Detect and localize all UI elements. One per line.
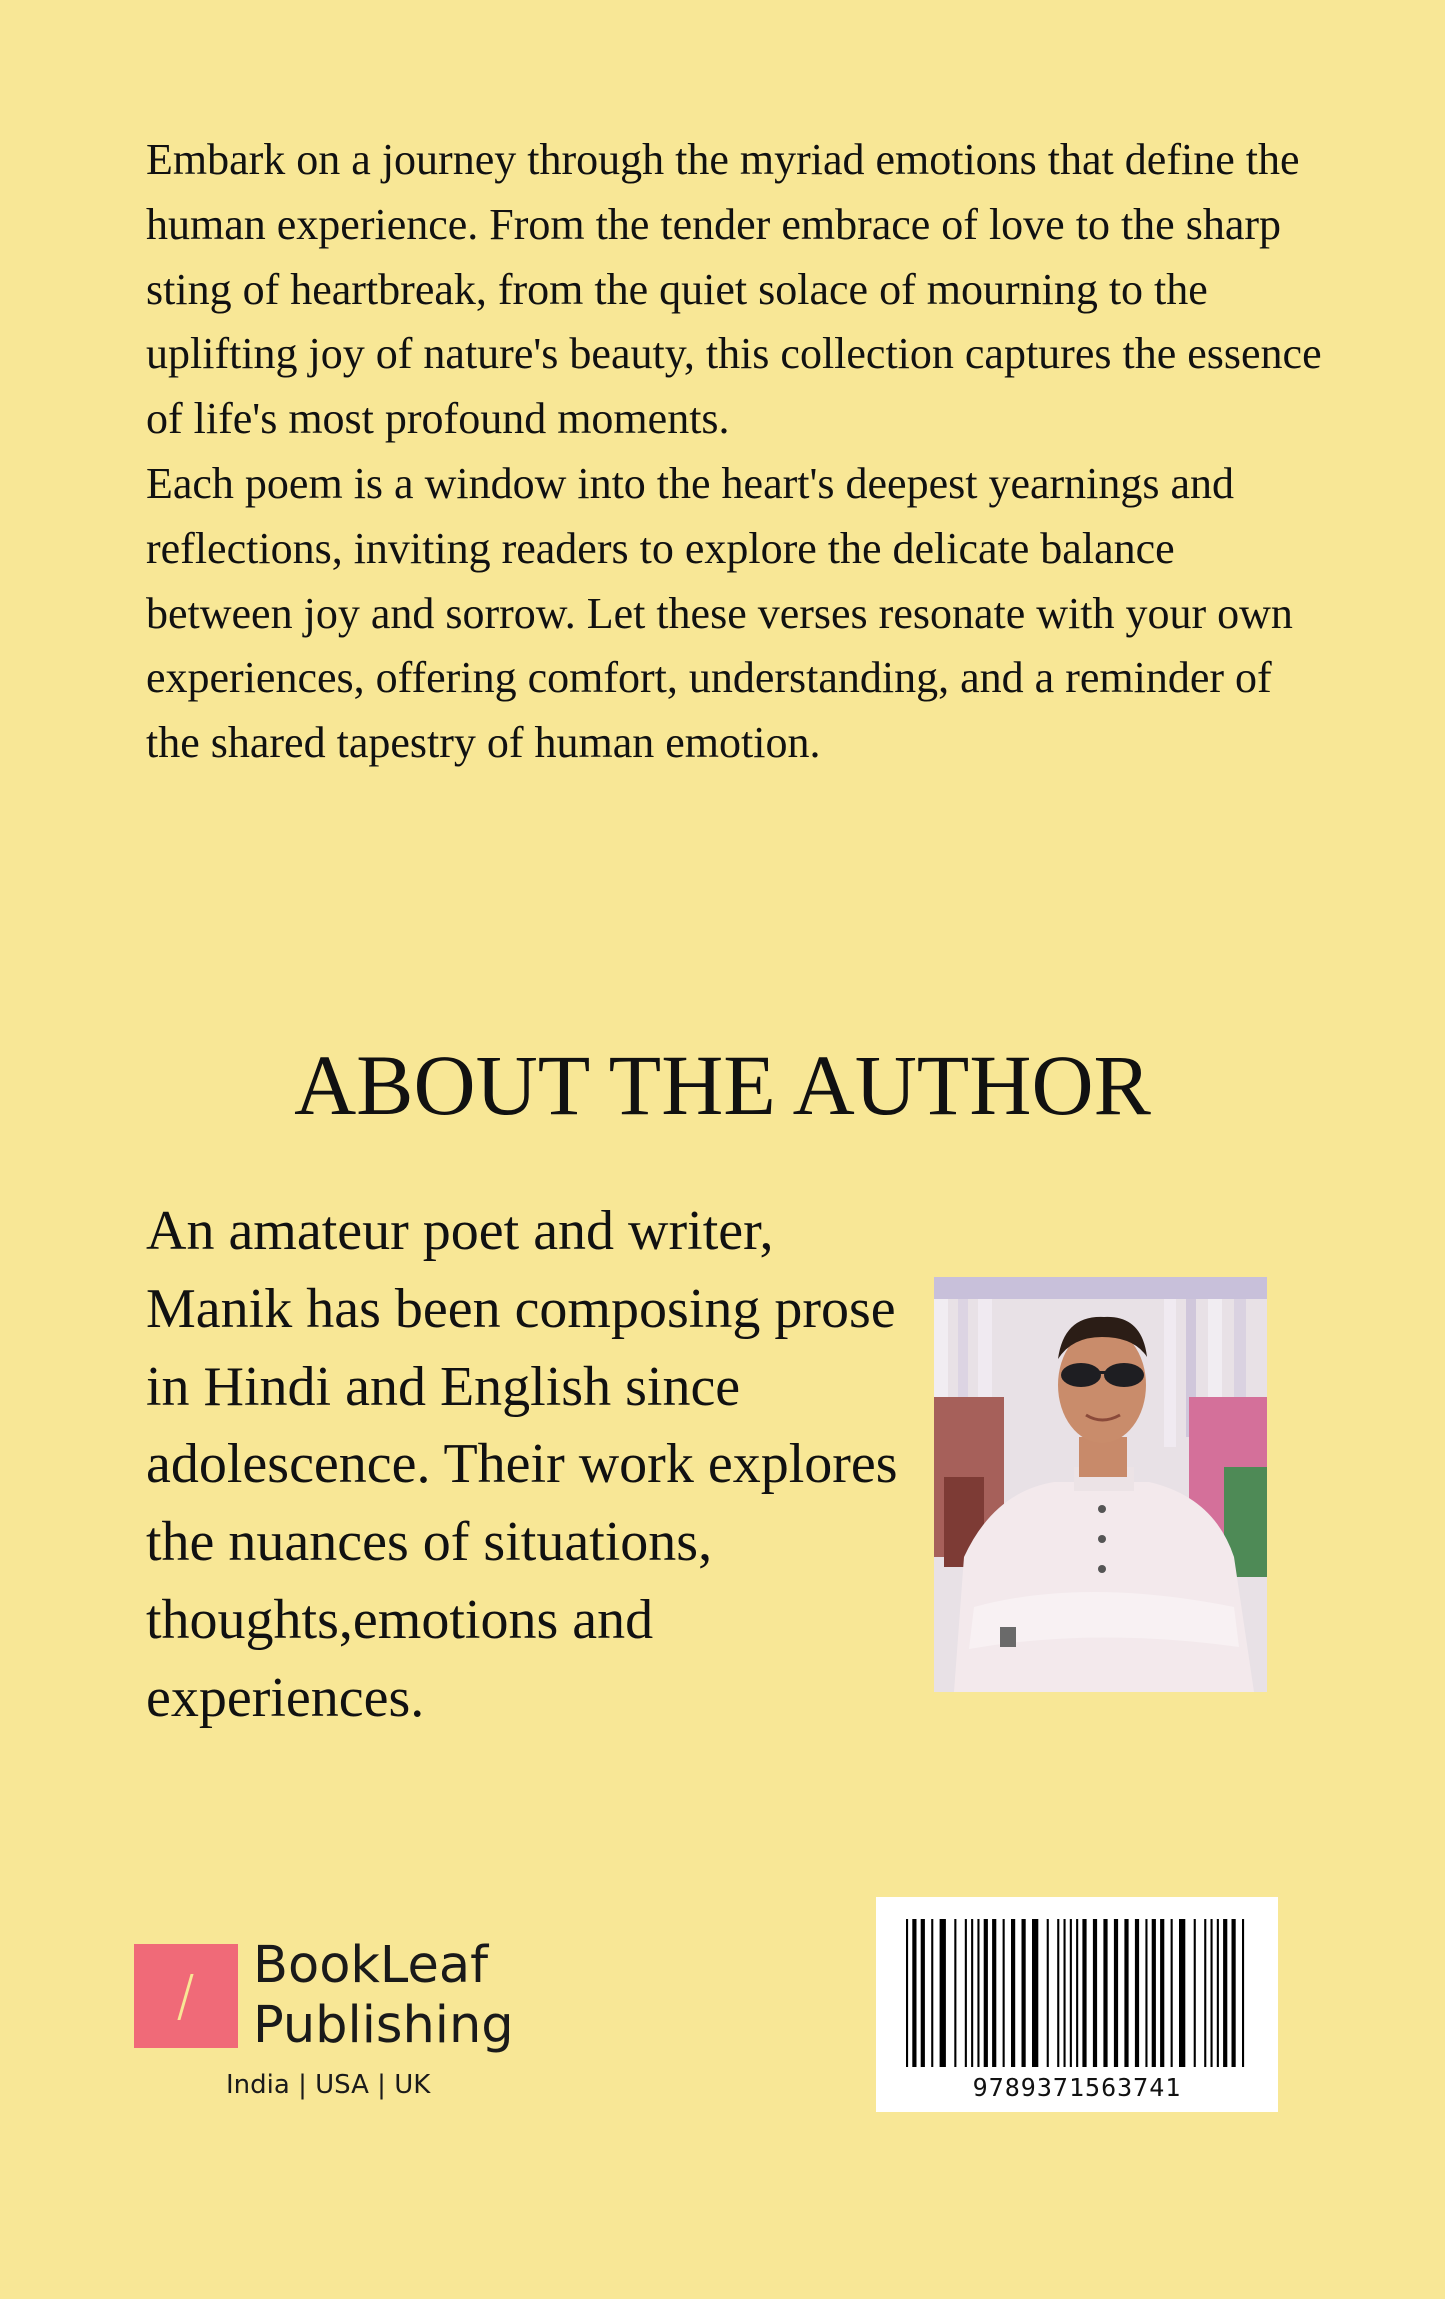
barcode-bar [1223, 1919, 1227, 2067]
barcode-bar [1145, 1919, 1147, 2067]
barcode-bar [1047, 1919, 1049, 2067]
barcode-bar [984, 1919, 988, 2067]
barcode-bar [965, 1919, 967, 2067]
barcode-bar [1057, 1919, 1059, 2067]
publisher-name [253, 1936, 514, 2056]
barcode-bar [906, 1919, 908, 2067]
barcode-bar [1160, 1919, 1164, 2067]
barcode-bar [1135, 1919, 1139, 2067]
barcode-bar [921, 1919, 925, 2067]
barcode-bar [977, 1919, 979, 2067]
barcode-bar [1242, 1919, 1244, 2067]
barcode-bar [1103, 1919, 1107, 2067]
barcode-bar [1022, 1919, 1026, 2067]
publisher-logo [134, 1936, 534, 2114]
barcode-bar [1171, 1919, 1173, 2067]
about-author-heading: ABOUT THE AUTHOR [294, 1037, 1151, 1133]
barcode-bar [1082, 1919, 1086, 2067]
barcode-bars [904, 1919, 1250, 2067]
publisher-name-line-2: Publishing [253, 1996, 514, 2055]
author-bio: An amateur poet and writer, Manik has been composing prose in Hindi and English since adolescence. Their work explores the nuances of situations, thoughts,emotions and experiences. [146, 1200, 898, 1729]
barcode-bar [1204, 1919, 1206, 2067]
barcode-bar [1194, 1919, 1196, 2067]
barcode-bar [1179, 1919, 1185, 2067]
blurb-paragraph-2: Each poem is a window into the heart's deepest yearnings and reflections, inviting readers to explore the delicate balance between joy and sorrow. Let these verses resonate with your own experiences, offering comfort, understanding, and a reminder of the shared tapestry of human emotion. [146, 458, 1293, 768]
barcode-bar [1032, 1919, 1038, 2067]
isbn-barcode [876, 1897, 1278, 2112]
barcode-bar [1114, 1919, 1118, 2067]
publisher-mark-icon [134, 1944, 238, 2048]
barcode-bar [1076, 1919, 1078, 2067]
barcode-bar [954, 1919, 956, 2067]
barcode-bar [1093, 1919, 1097, 2067]
barcode-bar [1124, 1919, 1128, 2067]
isbn-number: 9789371563741 [972, 2073, 1182, 2102]
author-photo [934, 1277, 1267, 1692]
barcode-bar [1232, 1919, 1236, 2067]
back-cover-blurb [146, 128, 1326, 776]
barcode-bar [1011, 1919, 1015, 2067]
barcode-bar [1070, 1919, 1072, 2067]
barcode-bar [1003, 1919, 1005, 2067]
barcode-bar [912, 1919, 916, 2067]
barcode-bar [1211, 1919, 1213, 2067]
barcode-bar [1152, 1919, 1156, 2067]
barcode-bar [1217, 1919, 1219, 2067]
barcode-bar [940, 1919, 946, 2067]
barcode-bar [931, 1919, 933, 2067]
blurb-paragraph-1: Embark on a journey through the myriad emotions that define the human experience. From the tender embrace of love to the sharp sting of heartbreak, from the quiet solace of mourning to the uplifting joy of nature's beauty, this collection captures the essence of life's most profound moments. [146, 135, 1322, 444]
barcode-bar [992, 1919, 996, 2067]
publisher-regions: India | USA | UK [226, 2070, 431, 2100]
publisher-name-line-1: BookLeaf [253, 1936, 489, 1995]
barcode-bar [971, 1919, 973, 2067]
barcode-bar [1064, 1919, 1066, 2067]
